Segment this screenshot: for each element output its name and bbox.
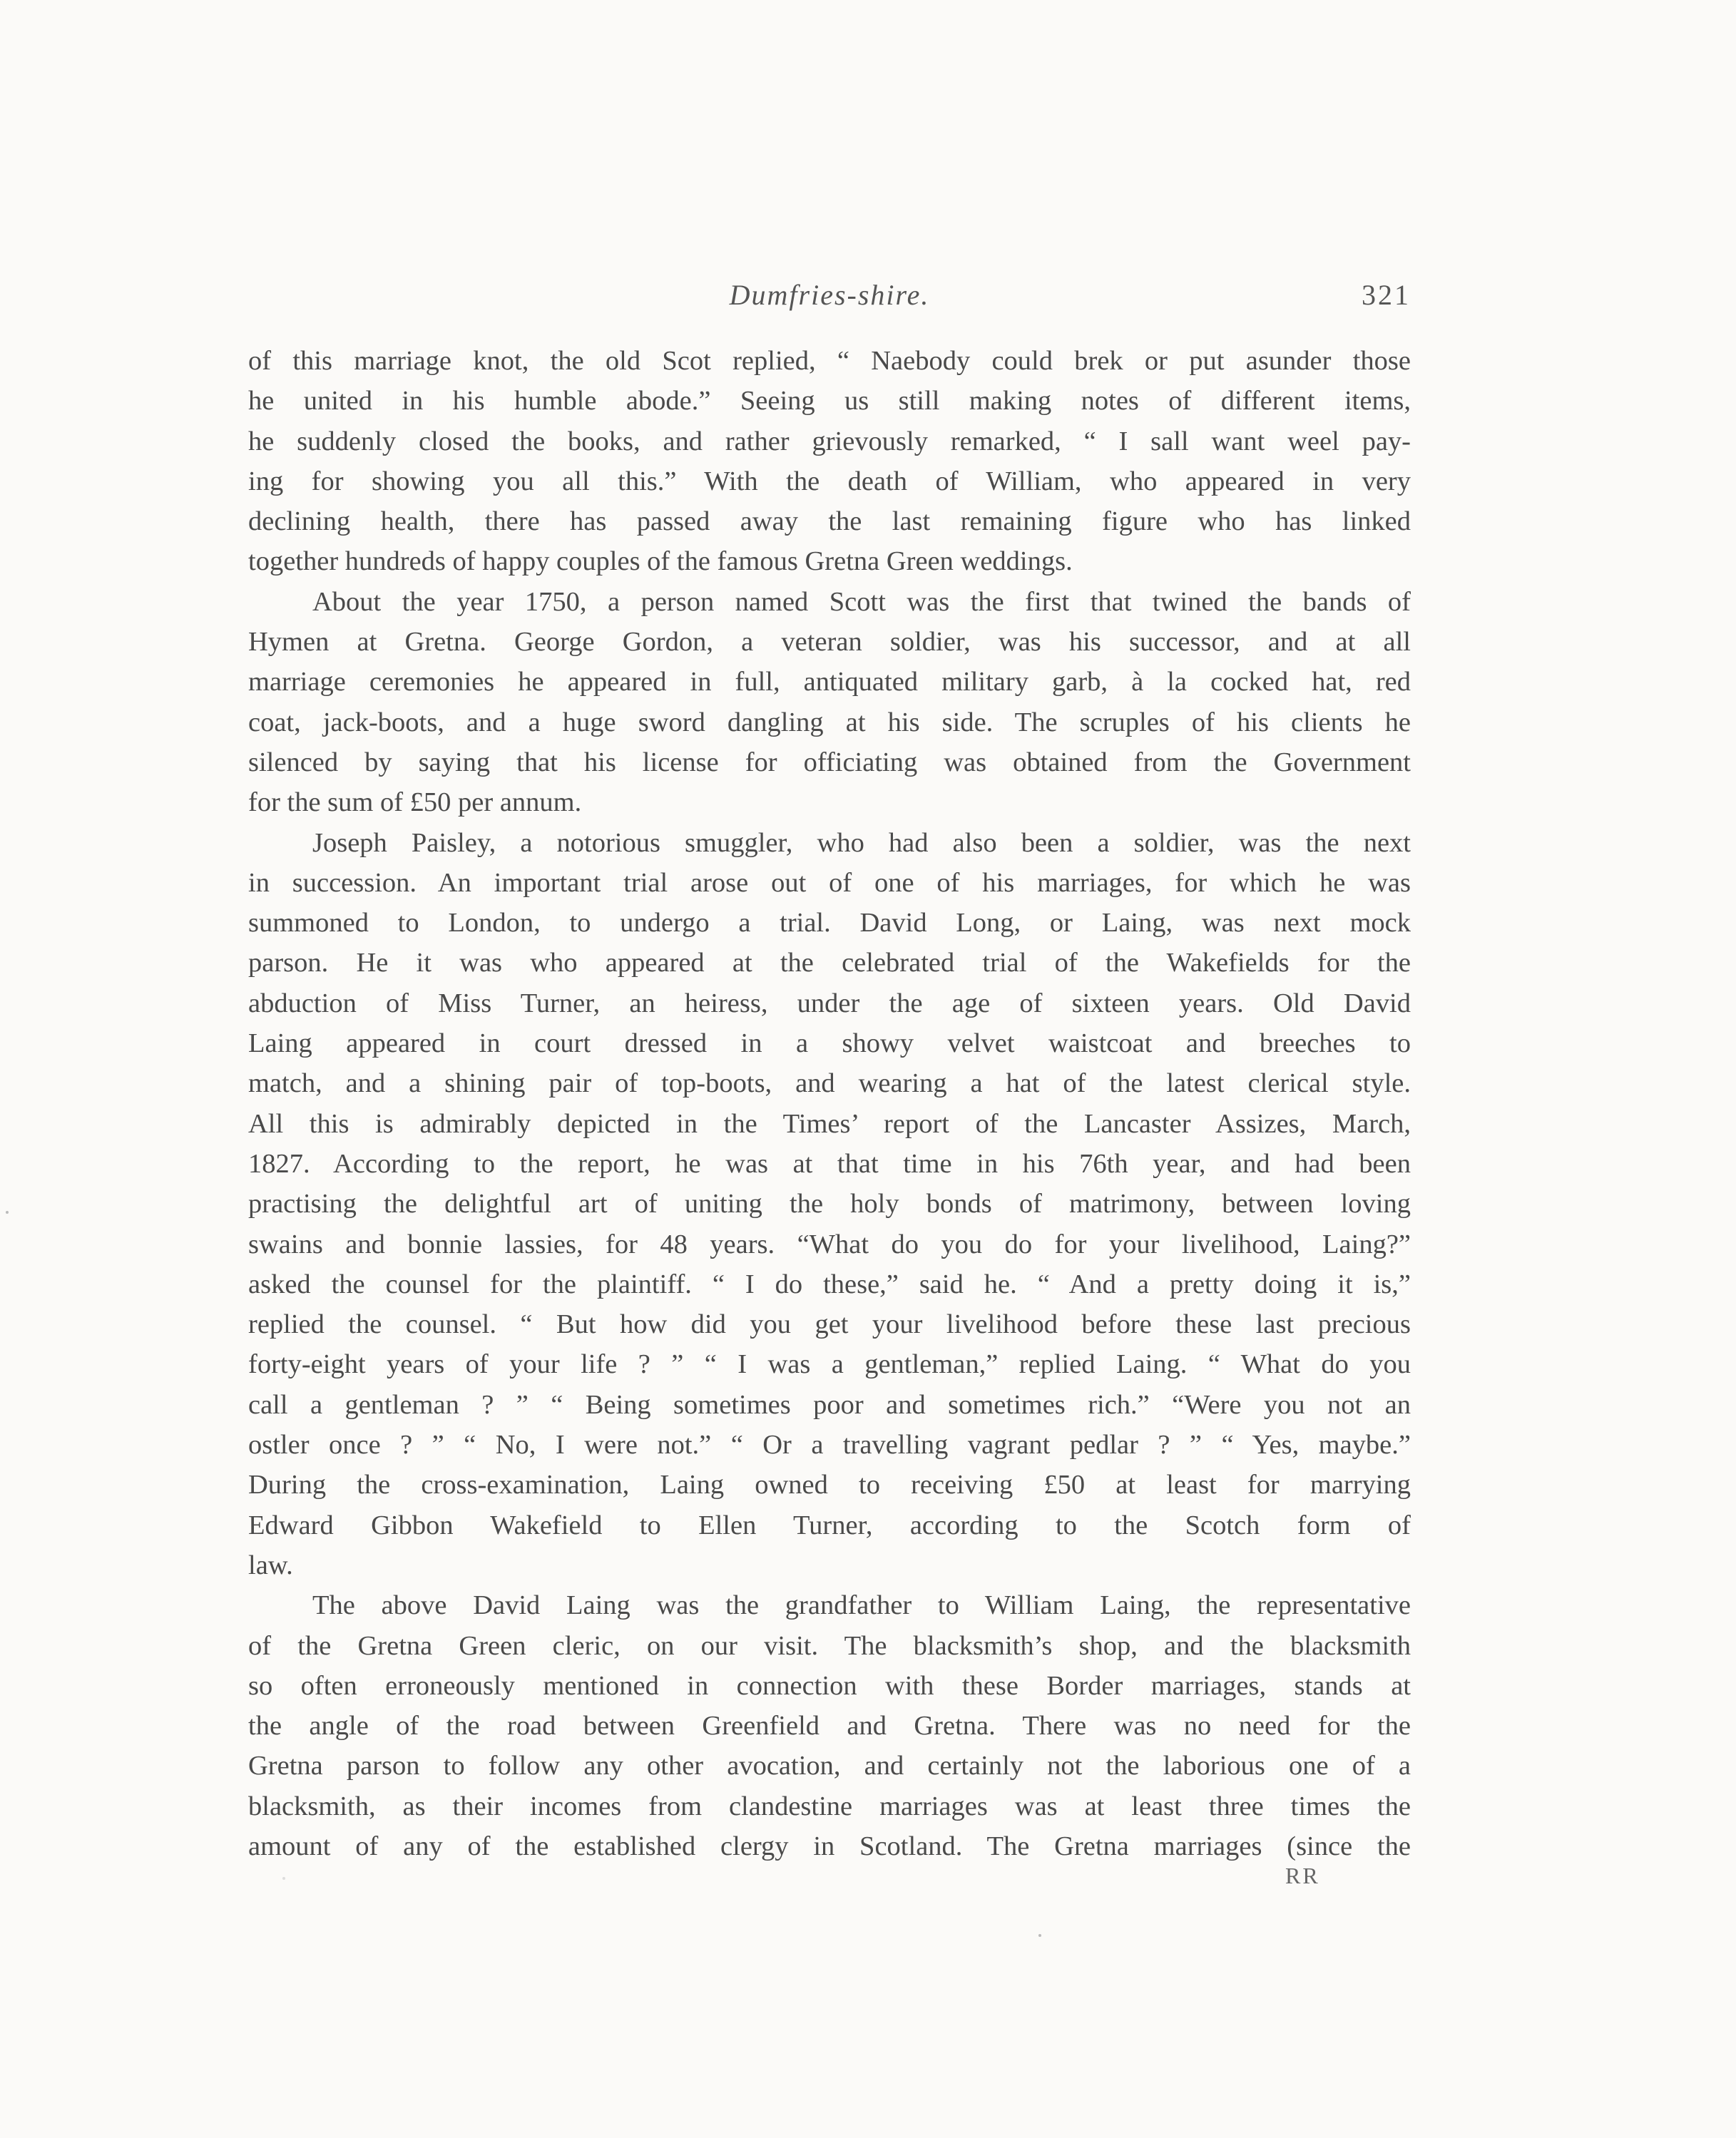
text-line: ing for showing you all this.” With the death of William, who appeared in very bbox=[248, 466, 1411, 496]
text-line: in succession. An important trial arose out of one of his marriages, for which he was bbox=[248, 867, 1411, 898]
text-line: parson. He it was who appeared at the celebrated trial of the Wakefields for the bbox=[248, 948, 1411, 978]
text-line: forty-eight years of your life ? ” “ I was a gentleman,” replied Laing. “ What do you bbox=[248, 1349, 1411, 1380]
text-line: abduction of Miss Turner, an heiress, under the age of sixteen years. Old David bbox=[248, 988, 1411, 1018]
text-line: During the cross-examination, Laing owned to receiving £50 at least for marrying bbox=[248, 1470, 1411, 1500]
paper-speck bbox=[6, 1211, 9, 1214]
text-line: practising the delightful art of uniting the holy bonds of matrimony, between loving bbox=[248, 1189, 1411, 1219]
text-line: law. bbox=[248, 1550, 293, 1580]
paragraph-1 bbox=[248, 341, 1411, 582]
text-line: 1827. According to the report, he was at that time in his 76th year, and had been bbox=[248, 1148, 1411, 1179]
paragraph-2 bbox=[248, 582, 1411, 823]
text-line: asked the counsel for the plaintiff. “ I do these,” said he. “ And a pretty doing it is,” bbox=[248, 1269, 1411, 1299]
text-line: summoned to London, to undergo a trial. David Long, or Laing, was next mock bbox=[248, 908, 1411, 938]
text-line: silenced by saying that his license for officiating was obtained from the Government bbox=[248, 747, 1411, 777]
text-line: swains and bonnie lassies, for 48 years. “What do you do for your livelihood, Laing?” bbox=[248, 1229, 1411, 1259]
text-line: of the Gretna Green cleric, on our visit. The blacksmith’s shop, and the blacksmith bbox=[248, 1630, 1411, 1661]
text-line: The above David Laing was the grandfather to William Laing, the representative bbox=[312, 1590, 1411, 1621]
text-line: call a gentleman ? ” “ Being sometimes poor and sometimes rich.” “Were you not an bbox=[248, 1389, 1411, 1420]
text-line: match, and a shining pair of top-boots, and wearing a hat of the latest clerical style. bbox=[248, 1068, 1411, 1099]
text-line: blacksmith, as their incomes from clandestine marriages was at least three times the bbox=[248, 1791, 1411, 1821]
running-title: Dumfries-shire. bbox=[729, 279, 930, 311]
text-line: of this marriage knot, the old Scot replied, “ Naebody could brek or put asunder those bbox=[248, 346, 1411, 376]
text-line: Gretna parson to follow any other avocation, and certainly not the laborious one of a bbox=[248, 1751, 1411, 1781]
paper-speck bbox=[1038, 1934, 1041, 1937]
text-line: Edward Gibbon Wakefield to Ellen Turner, according to the Scotch form of bbox=[248, 1510, 1411, 1540]
text-line: the angle of the road between Greenfield and Gretna. There was no need for the bbox=[248, 1711, 1411, 1741]
text-line: coat, jack-boots, and a huge sword dangling at his side. The scruples of his clients he bbox=[248, 707, 1411, 737]
signature-mark: RR bbox=[1285, 1863, 1320, 1888]
paper-speck bbox=[282, 1877, 285, 1880]
text-line: replied the counsel. “ But how did you get your livelihood before these last precious bbox=[248, 1309, 1411, 1340]
page-number: 321 bbox=[1362, 279, 1411, 311]
text-line: Joseph Paisley, a notorious smuggler, who had also been a soldier, was the next bbox=[312, 827, 1411, 858]
text-line: Hymen at Gretna. George Gordon, a veteran soldier, was his successor, and at all bbox=[248, 627, 1411, 658]
text-line: declining health, there has passed away the last remaining figure who has linked bbox=[248, 506, 1411, 537]
text-line: About the year 1750, a person named Scott was the first that twined the bands of bbox=[312, 586, 1411, 617]
text-line: for the sum of £50 per annum. bbox=[248, 787, 582, 818]
text-line: together hundreds of happy couples of the famous Gretna Green weddings. bbox=[248, 546, 1073, 577]
text-line: marriage ceremonies he appeared in full, antiquated military garb, à la cocked hat, red bbox=[248, 667, 1411, 697]
text-line: Laing appeared in court dressed in a showy velvet waistcoat and breeches to bbox=[248, 1028, 1411, 1059]
body-text bbox=[248, 341, 1411, 1866]
text-line: so often erroneously mentioned in connection with these Border marriages, stands at bbox=[248, 1670, 1411, 1701]
text-line: All this is admirably depicted in the Times’ report of the Lancaster Assizes, March, bbox=[248, 1108, 1411, 1139]
text-line: amount of any of the established clergy in Scotland. The Gretna marriages (since the bbox=[248, 1831, 1411, 1861]
paragraph-3 bbox=[248, 823, 1411, 1586]
text-line: he united in his humble abode.” Seeing us still making notes of different items, bbox=[248, 386, 1411, 416]
text-line: ostler once ? ” “ No, I were not.” “ Or a travelling vagrant pedlar ? ” “ Yes, maybe.” bbox=[248, 1430, 1411, 1461]
running-head bbox=[248, 278, 1411, 321]
text-line: he suddenly closed the books, and rather grievously remarked, “ I sall want weel pay- bbox=[248, 426, 1411, 456]
paragraph-4 bbox=[248, 1585, 1411, 1866]
